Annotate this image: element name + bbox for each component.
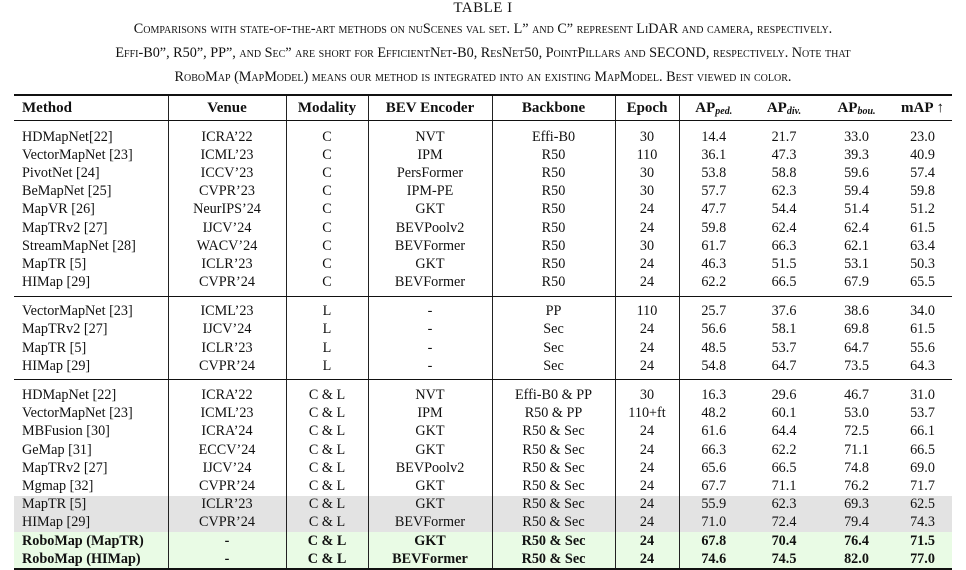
cell-ap-bou: 79.4 bbox=[820, 514, 893, 532]
cell-modality: C bbox=[286, 146, 368, 164]
header-modality: Modality bbox=[286, 95, 368, 121]
cell-ap-div: 54.4 bbox=[771, 201, 797, 218]
cell-venue: CVPR’23 bbox=[168, 183, 286, 201]
header-epoch: Epoch bbox=[615, 95, 679, 121]
cell-ap-bou: 53.0 bbox=[844, 405, 869, 422]
cell-venue: WACV’24 bbox=[168, 237, 286, 255]
table-row bbox=[14, 274, 952, 297]
cell-map: 66.5 bbox=[910, 441, 935, 458]
cell-venue: - bbox=[168, 532, 286, 550]
cell-epoch: 24 bbox=[615, 514, 679, 532]
cell-bev-encoder: PersFormer bbox=[368, 164, 492, 182]
table-row bbox=[14, 201, 952, 219]
cell-ap-ped: 61.6 bbox=[679, 423, 748, 441]
cell-modality: C & L bbox=[286, 380, 368, 405]
cell-venue: ICLR’23 bbox=[168, 339, 286, 357]
cell-venue: ICRA’22 bbox=[168, 121, 286, 147]
cell-ap-bou: 74.8 bbox=[844, 459, 869, 476]
cell-map: 71.5 bbox=[893, 532, 952, 550]
cell-ap-div: 66.5 bbox=[748, 274, 820, 297]
table-row bbox=[14, 183, 952, 201]
cell-venue: ICLR’23 bbox=[168, 496, 286, 514]
cell-epoch: 24 bbox=[615, 219, 679, 237]
table-row bbox=[14, 441, 952, 459]
cell-ap-bou: 76.2 bbox=[844, 477, 869, 494]
cell-method: StreamMapNet [28] bbox=[22, 237, 136, 254]
cell-venue: CVPR’24 bbox=[168, 357, 286, 380]
cell-map: 23.0 bbox=[910, 128, 935, 145]
cell-venue: ICRA’22 bbox=[168, 380, 286, 405]
cell-bev-encoder: NVT bbox=[368, 380, 492, 405]
cell-ap-bou: 82.0 bbox=[820, 550, 893, 569]
cell-backbone: R50 & PP bbox=[492, 405, 615, 423]
table-row bbox=[14, 477, 952, 495]
table-row bbox=[14, 339, 952, 357]
cell-ap-div: 51.5 bbox=[771, 255, 797, 272]
cell-map: 59.8 bbox=[910, 183, 935, 200]
cell-epoch: 24 bbox=[615, 496, 679, 514]
cell-epoch: 110+ft bbox=[615, 405, 679, 423]
cell-map: 61.5 bbox=[910, 321, 935, 338]
cell-ap-div: 58.8 bbox=[771, 164, 797, 181]
table-body bbox=[14, 121, 952, 570]
cell-method: BeMapNet [25] bbox=[22, 183, 112, 200]
cell-backbone: R50 bbox=[492, 219, 615, 237]
cell-venue: CVPR’24 bbox=[168, 514, 286, 532]
cell-method: MapTRv2 [27] bbox=[22, 219, 108, 236]
table-row bbox=[14, 121, 952, 147]
cell-ap-ped: 46.3 bbox=[679, 255, 748, 273]
cell-backbone: R50 & Sec bbox=[492, 514, 615, 532]
cell-modality: C bbox=[286, 255, 368, 273]
cell-ap-ped: 55.9 bbox=[679, 496, 748, 514]
cell-method: MapVR [26] bbox=[22, 201, 95, 218]
cell-ap-ped: 48.2 bbox=[679, 405, 748, 423]
cell-modality: C bbox=[286, 237, 368, 255]
cell-ap-div: 60.1 bbox=[771, 405, 797, 422]
cell-bev-encoder: BEVPoolv2 bbox=[368, 459, 492, 477]
cell-modality: C & L bbox=[286, 496, 368, 514]
cell-modality: C & L bbox=[286, 459, 368, 477]
cell-modality: C bbox=[286, 183, 368, 201]
table-row bbox=[14, 496, 952, 514]
header-ap-div bbox=[748, 95, 820, 121]
cell-method: VectorMapNet [23] bbox=[22, 146, 133, 163]
cell-ap-ped: 48.5 bbox=[679, 339, 748, 357]
cell-ap-bou: 39.3 bbox=[844, 146, 869, 163]
cell-map: 66.1 bbox=[910, 423, 935, 440]
cell-method: RoboMap (HIMap) bbox=[14, 550, 168, 569]
cell-method: Mgmap [32] bbox=[22, 477, 94, 494]
cell-bev-encoder: IPM-PE bbox=[368, 183, 492, 201]
cell-modality: C & L bbox=[286, 532, 368, 550]
cell-map: 31.0 bbox=[893, 380, 952, 405]
cell-method: HIMap [29] bbox=[14, 514, 168, 532]
table-row bbox=[14, 321, 952, 339]
cell-modality: C & L bbox=[286, 514, 368, 532]
cell-ap-ped: 54.8 bbox=[679, 357, 748, 380]
cell-ap-div: 70.4 bbox=[748, 532, 820, 550]
cell-ap-div: 72.4 bbox=[748, 514, 820, 532]
cell-ap-div: 62.2 bbox=[771, 441, 797, 458]
cell-venue: CVPR’24 bbox=[168, 477, 286, 495]
cell-ap-bou: 53.1 bbox=[844, 255, 869, 272]
header-bev-encoder: BEV Encoder bbox=[368, 95, 492, 121]
cell-map: 65.5 bbox=[893, 274, 952, 297]
table-row bbox=[14, 532, 952, 550]
cell-ap-div: 66.5 bbox=[771, 459, 797, 476]
cell-map: 51.2 bbox=[910, 201, 935, 218]
cell-venue: ICML’23 bbox=[168, 405, 286, 423]
cell-ap-bou: 67.9 bbox=[820, 274, 893, 297]
cell-ap-div: 62.3 bbox=[748, 496, 820, 514]
cell-modality: L bbox=[286, 296, 368, 321]
caption-line-2: Effi-B0”, R50”, PP”, and Sec” are short for EfficientNet-B0, ResNet50, PointPillars and SECOND, respectively. Note that bbox=[115, 45, 851, 61]
cell-method: HIMap [29] bbox=[14, 274, 168, 297]
cell-method: MapTRv2 [27] bbox=[22, 321, 108, 338]
cell-ap-ped: 65.6 bbox=[679, 459, 748, 477]
cell-backbone: PP bbox=[492, 296, 615, 321]
cell-method: PivotNet [24] bbox=[22, 164, 100, 181]
cell-bev-encoder: BEVFormer bbox=[368, 274, 492, 297]
cell-venue: ICML’23 bbox=[168, 146, 286, 164]
cell-bev-encoder: NVT bbox=[368, 121, 492, 147]
cell-venue: IJCV’24 bbox=[168, 219, 286, 237]
cell-map: 34.0 bbox=[893, 296, 952, 321]
cell-ap-bou: 46.7 bbox=[820, 380, 893, 405]
cell-venue: ECCV’24 bbox=[168, 441, 286, 459]
cell-ap-bou: 73.5 bbox=[820, 357, 893, 380]
cell-bev-encoder: GKT bbox=[368, 477, 492, 495]
cell-epoch: 30 bbox=[615, 237, 679, 255]
cell-ap-bou: 76.4 bbox=[820, 532, 893, 550]
cell-map: 57.4 bbox=[910, 164, 935, 181]
cell-venue: ICLR’23 bbox=[168, 255, 286, 273]
cell-ap-ped: 74.6 bbox=[679, 550, 748, 569]
cell-bev-encoder: IPM bbox=[368, 405, 492, 423]
cell-epoch: 24 bbox=[615, 550, 679, 569]
cell-method: HIMap [29] bbox=[14, 357, 168, 380]
cell-ap-ped: 57.7 bbox=[679, 183, 748, 201]
cell-method: MapTR [5] bbox=[22, 255, 87, 272]
cell-map: 63.4 bbox=[910, 237, 935, 254]
cell-backbone: R50 bbox=[492, 201, 615, 219]
cell-bev-encoder: BEVPoolv2 bbox=[368, 219, 492, 237]
cell-ap-ped: 16.3 bbox=[679, 380, 748, 405]
cell-ap-bou: 38.6 bbox=[820, 296, 893, 321]
cell-ap-ped: 62.2 bbox=[679, 274, 748, 297]
cell-bev-encoder: IPM bbox=[368, 146, 492, 164]
cell-ap-bou: 71.1 bbox=[844, 441, 869, 458]
cell-ap-div: 29.6 bbox=[748, 380, 820, 405]
cell-ap-bou: 59.4 bbox=[844, 183, 869, 200]
cell-method: MapTR [5] bbox=[14, 496, 168, 514]
header-ap-bou-sub: bou. bbox=[857, 105, 876, 117]
table-row bbox=[14, 459, 952, 477]
cell-modality: L bbox=[286, 321, 368, 339]
cell-bev-encoder: - bbox=[368, 357, 492, 380]
cell-method: MBFusion [30] bbox=[22, 423, 110, 440]
cell-bev-encoder: GKT bbox=[368, 201, 492, 219]
cell-backbone: R50 & Sec bbox=[492, 441, 615, 459]
cell-ap-div: 53.7 bbox=[771, 339, 797, 356]
cell-epoch: 30 bbox=[615, 183, 679, 201]
cell-backbone: R50 bbox=[492, 146, 615, 164]
cell-modality: C & L bbox=[286, 441, 368, 459]
header-ap-bou-base: AP bbox=[837, 99, 858, 116]
cell-venue: IJCV’24 bbox=[168, 321, 286, 339]
cell-method: VectorMapNet [23] bbox=[22, 405, 133, 422]
table-row bbox=[14, 423, 952, 441]
cell-ap-div: 21.7 bbox=[771, 128, 797, 145]
header-ap-ped-sub: ped. bbox=[715, 105, 733, 117]
cell-ap-bou: 62.4 bbox=[844, 219, 869, 236]
cell-epoch: 24 bbox=[615, 274, 679, 297]
header-method: Method bbox=[14, 95, 168, 121]
table-label: TABLE I bbox=[453, 0, 513, 16]
cell-ap-ped: 25.7 bbox=[679, 296, 748, 321]
caption-line-1: Comparisons with state-of-the-art methods on nuScenes val set. L” and C” represent LiDAR and camera, respectively. bbox=[133, 21, 833, 37]
cell-ap-bou: 69.8 bbox=[844, 321, 869, 338]
header-row bbox=[14, 95, 952, 121]
cell-bev-encoder: - bbox=[368, 296, 492, 321]
table-row bbox=[14, 255, 952, 273]
cell-map: 62.5 bbox=[893, 496, 952, 514]
cell-venue: NeurIPS’24 bbox=[168, 201, 286, 219]
cell-ap-bou: 33.0 bbox=[844, 128, 869, 145]
cell-epoch: 24 bbox=[615, 459, 679, 477]
caption-line-3: RoboMap (MapModel) means our method is integrated into an existing MapModel. Best viewed in color. bbox=[174, 69, 792, 85]
cell-backbone: R50 & Sec bbox=[492, 477, 615, 495]
header-venue: Venue bbox=[168, 95, 286, 121]
cell-bev-encoder: - bbox=[368, 321, 492, 339]
cell-epoch: 30 bbox=[615, 164, 679, 182]
cell-ap-div: 64.4 bbox=[771, 423, 797, 440]
header-backbone: Backbone bbox=[492, 95, 615, 121]
cell-method: HDMapNet[22] bbox=[22, 128, 113, 145]
table-row bbox=[14, 219, 952, 237]
cell-backbone: R50 bbox=[492, 237, 615, 255]
cell-backbone: R50 & Sec bbox=[492, 459, 615, 477]
comparison-table bbox=[14, 94, 952, 570]
cell-venue: - bbox=[168, 550, 286, 569]
cell-bev-encoder: GKT bbox=[368, 255, 492, 273]
cell-epoch: 110 bbox=[615, 146, 679, 164]
cell-modality: C bbox=[286, 201, 368, 219]
cell-ap-div: 74.5 bbox=[748, 550, 820, 569]
cell-ap-div: 66.3 bbox=[771, 237, 797, 254]
cell-ap-ped: 36.1 bbox=[679, 146, 748, 164]
cell-epoch: 24 bbox=[615, 423, 679, 441]
cell-epoch: 24 bbox=[615, 321, 679, 339]
cell-epoch: 30 bbox=[615, 121, 679, 147]
cell-map: 71.7 bbox=[910, 477, 935, 494]
table-row bbox=[14, 164, 952, 182]
cell-ap-bou: 62.1 bbox=[844, 237, 869, 254]
cell-backbone: Sec bbox=[492, 321, 615, 339]
table-row bbox=[14, 380, 952, 405]
cell-map: 74.3 bbox=[893, 514, 952, 532]
cell-modality: L bbox=[286, 357, 368, 380]
cell-ap-bou: 64.7 bbox=[844, 339, 869, 356]
cell-modality: C bbox=[286, 121, 368, 147]
cell-epoch: 30 bbox=[615, 380, 679, 405]
cell-ap-div: 62.3 bbox=[771, 183, 797, 200]
cell-bev-encoder: - bbox=[368, 339, 492, 357]
table-row bbox=[14, 146, 952, 164]
table-row bbox=[14, 405, 952, 423]
cell-bev-encoder: BEVFormer bbox=[368, 514, 492, 532]
cell-venue: IJCV’24 bbox=[168, 459, 286, 477]
cell-bev-encoder: GKT bbox=[368, 423, 492, 441]
cell-ap-ped: 59.8 bbox=[679, 219, 748, 237]
cell-backbone: R50 & Sec bbox=[492, 496, 615, 514]
header-ap-ped-base: AP bbox=[695, 99, 716, 116]
cell-modality: C & L bbox=[286, 405, 368, 423]
cell-method: MapTRv2 [27] bbox=[22, 459, 108, 476]
cell-backbone: R50 bbox=[492, 255, 615, 273]
cell-modality: C bbox=[286, 164, 368, 182]
cell-epoch: 110 bbox=[615, 296, 679, 321]
cell-ap-ped: 53.8 bbox=[679, 164, 748, 182]
cell-modality: C bbox=[286, 274, 368, 297]
cell-map: 61.5 bbox=[910, 219, 935, 236]
cell-map: 55.6 bbox=[910, 339, 935, 356]
cell-ap-ped: 67.8 bbox=[679, 532, 748, 550]
cell-backbone: Effi-B0 bbox=[492, 121, 615, 147]
table-row bbox=[14, 237, 952, 255]
cell-venue: CVPR’24 bbox=[168, 274, 286, 297]
cell-epoch: 24 bbox=[615, 255, 679, 273]
cell-epoch: 24 bbox=[615, 441, 679, 459]
cell-ap-ped: 14.4 bbox=[679, 121, 748, 147]
cell-ap-bou: 69.3 bbox=[820, 496, 893, 514]
table-row bbox=[14, 357, 952, 380]
table-row bbox=[14, 514, 952, 532]
header-ap-ped bbox=[679, 95, 748, 121]
cell-ap-div: 37.6 bbox=[748, 296, 820, 321]
cell-map: 50.3 bbox=[910, 255, 935, 272]
cell-ap-ped: 67.7 bbox=[679, 477, 748, 495]
cell-backbone: R50 bbox=[492, 274, 615, 297]
cell-backbone: R50 & Sec bbox=[492, 423, 615, 441]
cell-ap-bou: 51.4 bbox=[844, 201, 869, 218]
cell-modality: C & L bbox=[286, 423, 368, 441]
cell-bev-encoder: BEVFormer bbox=[368, 237, 492, 255]
cell-ap-div: 64.7 bbox=[748, 357, 820, 380]
cell-ap-ped: 66.3 bbox=[679, 441, 748, 459]
cell-map: 69.0 bbox=[910, 459, 935, 476]
cell-backbone: Effi-B0 & PP bbox=[492, 380, 615, 405]
cell-ap-div: 62.4 bbox=[771, 219, 797, 236]
cell-epoch: 24 bbox=[615, 477, 679, 495]
header-ap-bou bbox=[820, 95, 893, 121]
cell-map: 64.3 bbox=[893, 357, 952, 380]
cell-epoch: 24 bbox=[615, 357, 679, 380]
cell-backbone: Sec bbox=[492, 357, 615, 380]
cell-ap-div: 58.1 bbox=[771, 321, 797, 338]
cell-ap-ped: 56.6 bbox=[679, 321, 748, 339]
table-row bbox=[14, 550, 952, 569]
cell-ap-div: 71.1 bbox=[771, 477, 797, 494]
cell-bev-encoder: BEVFormer bbox=[368, 550, 492, 569]
cell-method: MapTR [5] bbox=[22, 339, 87, 356]
cell-backbone: R50 & Sec bbox=[492, 532, 615, 550]
cell-backbone: R50 bbox=[492, 183, 615, 201]
cell-bev-encoder: GKT bbox=[368, 532, 492, 550]
cell-modality: C & L bbox=[286, 477, 368, 495]
cell-ap-bou: 59.6 bbox=[844, 164, 869, 181]
cell-ap-bou: 72.5 bbox=[844, 423, 869, 440]
cell-epoch: 24 bbox=[615, 532, 679, 550]
cell-backbone: Sec bbox=[492, 339, 615, 357]
header-ap-div-sub: div. bbox=[786, 105, 802, 117]
cell-venue: ICRA’24 bbox=[168, 423, 286, 441]
cell-bev-encoder: GKT bbox=[368, 441, 492, 459]
cell-bev-encoder: GKT bbox=[368, 496, 492, 514]
cell-ap-ped: 61.7 bbox=[679, 237, 748, 255]
header-map: mAP ↑ bbox=[893, 95, 952, 121]
cell-map: 53.7 bbox=[910, 405, 935, 422]
cell-venue: ICML’23 bbox=[168, 296, 286, 321]
cell-method: VectorMapNet [23] bbox=[14, 296, 168, 321]
header-ap-div-base: AP bbox=[766, 99, 787, 116]
table-row bbox=[14, 296, 952, 321]
cell-map: 40.9 bbox=[910, 146, 935, 163]
cell-method: HDMapNet [22] bbox=[14, 380, 168, 405]
cell-venue: ICCV’23 bbox=[168, 164, 286, 182]
cell-modality: C bbox=[286, 219, 368, 237]
cell-epoch: 24 bbox=[615, 201, 679, 219]
cell-epoch: 24 bbox=[615, 339, 679, 357]
cell-method: RoboMap (MapTR) bbox=[14, 532, 168, 550]
cell-map: 77.0 bbox=[893, 550, 952, 569]
cell-modality: C & L bbox=[286, 550, 368, 569]
cell-backbone: R50 & Sec bbox=[492, 550, 615, 569]
cell-method: GeMap [31] bbox=[22, 441, 92, 458]
cell-ap-ped: 47.7 bbox=[679, 201, 748, 219]
cell-modality: L bbox=[286, 339, 368, 357]
cell-backbone: R50 bbox=[492, 164, 615, 182]
cell-ap-ped: 71.0 bbox=[679, 514, 748, 532]
cell-ap-div: 47.3 bbox=[771, 146, 797, 163]
